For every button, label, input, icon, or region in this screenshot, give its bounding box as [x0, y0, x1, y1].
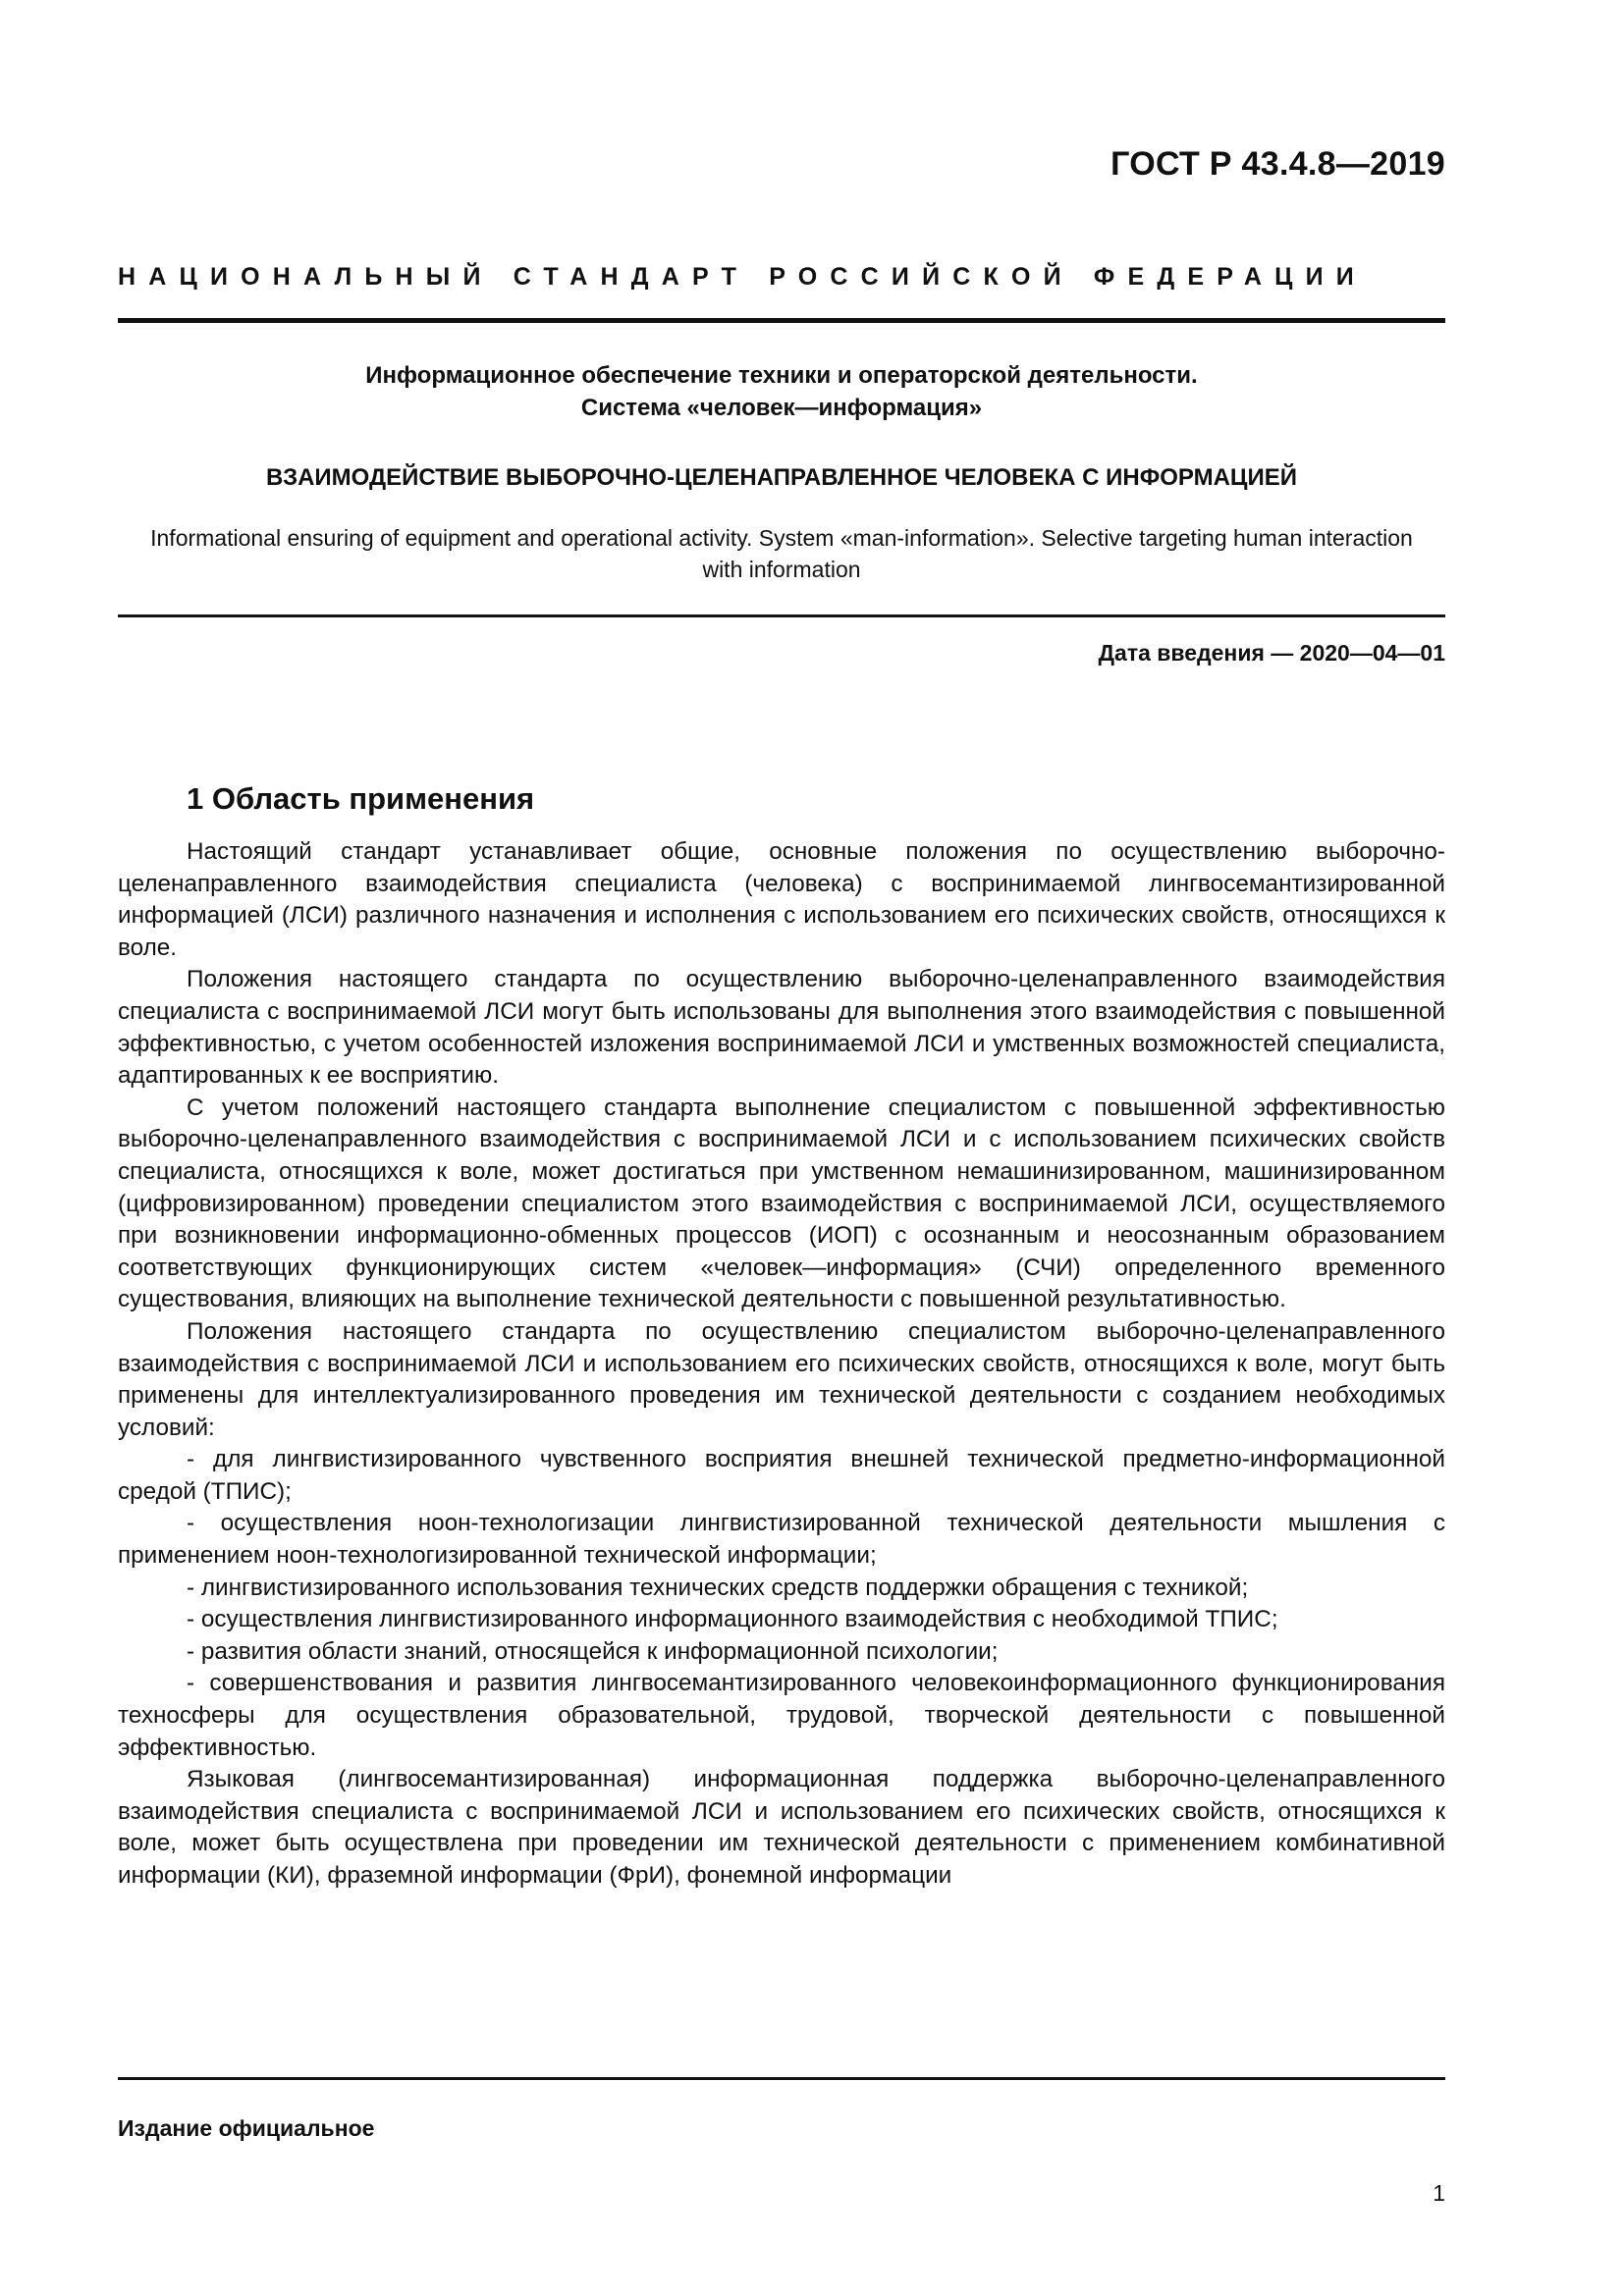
paragraph: Положения настоящего стандарта по осуществлению специалистом выборочно-целенаправленного взаимодействия с воспринимаемой ЛСИ и использованием его психических свойств, относящихся к воле, могут быть применены для интеллектуализированного проведения им технической деятельности с созданием необходимых условий:: [118, 1317, 1445, 1441]
standard-designation: ГОСТ Р 43.4.8—2019: [1110, 145, 1445, 183]
document-main-title: ВЗАИМОДЕЙСТВИЕ ВЫБОРОЧНО-ЦЕЛЕНАПРАВЛЕННОЕ ЧЕЛОВЕКА С ИНФОРМАЦИЕЙ: [266, 464, 1297, 491]
official-edition-label: Издание официальное: [118, 2115, 375, 2141]
list-item: - развития области знаний, относящейся к информационной психологии;: [187, 1637, 999, 1665]
paragraph: Настоящий стандарт устанавливает общие, основные положения по осуществлению выборочно-целенаправленного взаимодействия специалиста (человека) с воспринимаемой лингвосемантизированной информацией (ЛСИ) различного назначения и исполнения с использованием его психических свойств, относящихся к воле.: [118, 838, 1445, 961]
english-title: Informational ensuring of equipment and operational activity. System «man-information». Selective targeting human interaction with information: [150, 525, 1413, 582]
header-divider: [118, 318, 1445, 323]
list-item: - лингвистизированного использования технических средств поддержки обращения с техникой;: [187, 1574, 1249, 1601]
list-item: - осуществления лингвистизированного информационного взаимодействия с необходимой ТПИС;: [187, 1606, 1278, 1633]
footer-divider: [118, 2077, 1445, 2080]
introduction-date: Дата введения — 2020—04—01: [1098, 640, 1445, 666]
list-item: - для лингвистизированного чувственного восприятия внешней технической предметно-информационной средой (ТПИС);: [118, 1446, 1445, 1505]
section-heading: 1 Область применения: [187, 781, 535, 816]
title-line-2: Система «человек—информация»: [580, 395, 983, 421]
list-item: - совершенствования и развития лингвосемантизированного человекоинформационного функционирования техносферы для осуществления образовательной, трудовой, творческой деятельности с повышенной эффективностью.: [118, 1670, 1445, 1761]
document-title-block: [118, 359, 1445, 424]
title-line-1: Информационное обеспечение техники и операторской деятельности.: [365, 362, 1198, 389]
list-item: - осуществления ноон-технологизации лингвистизированной технической деятельности мышления с применением ноон-технологизированной технической информации;: [118, 1510, 1445, 1570]
paragraph: С учетом положений настоящего стандарта выполнение специалистом с повышенной эффективностью выборочно-целенаправленного взаимодействия с воспринимаемой ЛСИ и с использованием психических свойств специалиста, относящихся к воле, может достигаться при умственном немашинизированном, машинизированном (цифровизированном) проведении специалистом этого взаимодействия с воспринимаемой ЛСИ, осуществляемого при возникновении информационно-обменных процессов (ИОП) с осознанным и неосознанным образованием соответствующих функционирующих систем «человек—информация» (СЧИ) определенного временного существования, влияющих на выполнение технической деятельности с повышенной результативностью.: [118, 1094, 1445, 1313]
page-number: 1: [1433, 2180, 1445, 2206]
national-standard-banner: НАЦИОНАЛЬНЫЙ СТАНДАРТ РОССИЙСКОЙ ФЕДЕРАЦИИ: [118, 263, 1367, 291]
paragraph: Языковая (лингвосемантизированная) информационная поддержка выборочно-целенаправленного взаимодействия специалиста с воспринимаемой ЛСИ и использованием его психических свойств, относящихся к воле, может быть осуществлена при проведении им технической деятельности с применением комбинативной информации (КИ), фраземной информации (ФрИ), фонемной информации: [118, 1766, 1445, 1889]
section-body: [118, 836, 1445, 1893]
title-divider: [118, 614, 1445, 617]
paragraph: Положения настоящего стандарта по осуществлению выборочно-целенаправленного взаимодействия специалиста с воспринимаемой ЛСИ могут быть использованы для выполнения этого взаимодействия с повышенной эффективностью, с учетом особенностей изложения воспринимаемой ЛСИ и умственных возможностей специалиста, адаптированных к ее восприятию.: [118, 966, 1445, 1090]
